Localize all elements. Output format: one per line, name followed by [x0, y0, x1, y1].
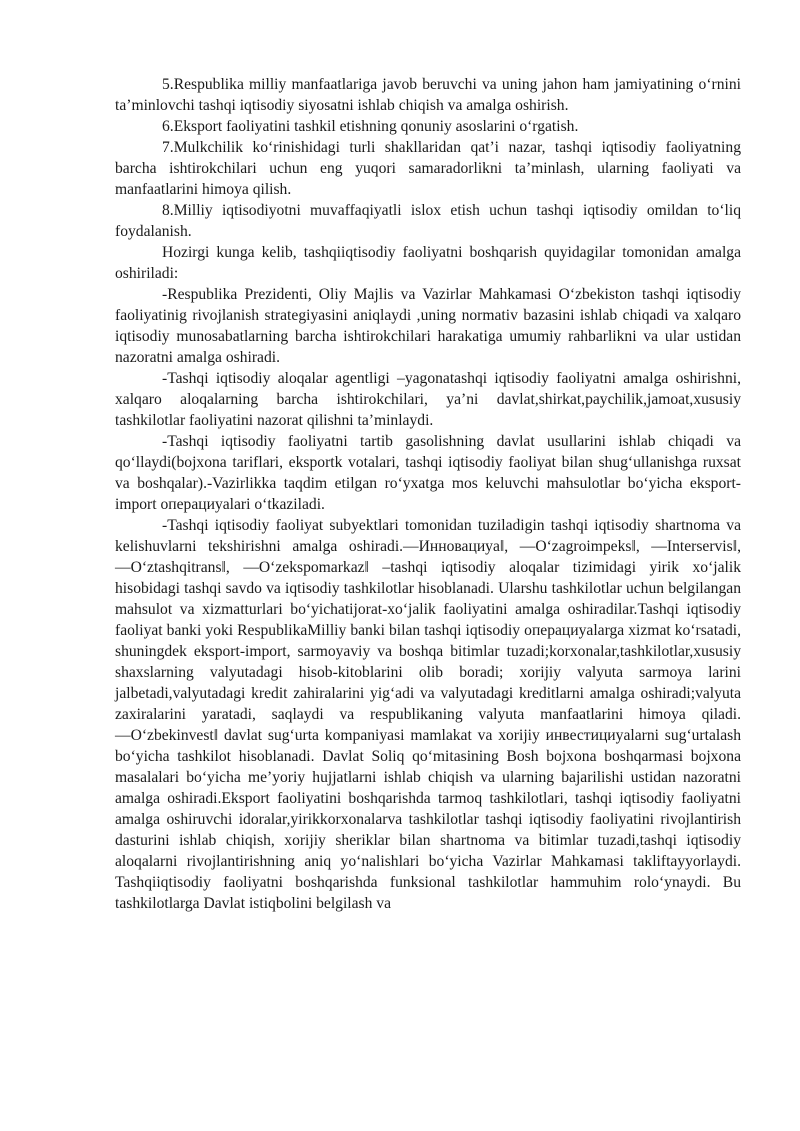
- paragraph-president: -Respublika Prezidenti, Oliy Majlis va Vazirlar Mahkamasi O‘zbekiston tashqi iqtisodiy faoliyatinig rivojlanish strategiyasini aniqlaydi ,uning normativ bazasini ishlab chiqadi va xalqaro iqtisodiy munosabatlarning barcha ishtirokchilari harakatiga umumiy rahbarlikni va ular ustidan nazoratni amalga oshiradi.: [115, 286, 741, 366]
- paragraph-regulation: -Tashqi iqtisodiy faoliyatni tartib gasolishning davlat usullarini ishlab chiqadi va qo‘llaydi(bojxona tariflari, eksportk votalari, tashqi iqtisodiy faoliyat bilan shug‘ullanishga ruxsat va boshqalar).-Vazirlikka taqdim etilgan ro‘yxatga mos keluvchi mahsulotlar bo‘yicha eksport-import операциуalari o‘tkaziladi.: [115, 433, 741, 513]
- paragraph-item-7: 7.Mulkchilik ko‘rinishidagi turli shakllaridan qat’i nazar, tashqi iqtisodiy faoliyatning barcha ishtirokchilari uchun eng yuqori samaradorlikni ta’minlash, ularning faoliyati va manfaatlarini himoya qilish.: [115, 139, 741, 198]
- document-page: [115, 74, 741, 914]
- paragraph-agency: -Tashqi iqtisodiy aloqalar agentligi –yagonatashqi iqtisodiy faoliyatni amalga oshirishni, xalqaro aloqalarning barcha ishtirokchilari, ya’ni davlat,shirkat,paychilik,jamoat,xususiy tashkilotlar faoliyatini nazorat qilishni ta’minlaydi.: [115, 370, 741, 429]
- paragraph-item-5: 5.Respublika milliy manfaatlariga javob beruvchi va uning jahon ham jamiyatining o‘rnini ta’minlovchi tashqi iqtisodiy siyosatni ishlab chiqish va amalga oshirish.: [115, 76, 741, 114]
- paragraph-item-6: 6.Eksport faoliyatini tashkil etishning qonuniy asoslarini o‘rgatish.: [162, 118, 579, 135]
- paragraph-intro: Hozirgi kunga kelib, tashqiiqtisodiy faoliyatni boshqarish quyidagilar tomonidan amalga oshiriladi:: [115, 244, 741, 282]
- paragraph-organizations: -Tashqi iqtisodiy faoliyat subyektlari tomonidan tuziladigin tashqi iqtisodiy shartnoma va kelishuvlarni tekshirishni amalga oshiradi.―Инновациуa‖, ―O‘zagroimpeks‖, ―Interservis‖, ―O‘ztashqitrans‖, ―O‘zekspomarkaz‖ –tashqi iqtisodiy aloqalar tizimidagi yirik xo‘jalik hisobidagi tashqi savdo va iqtisodiy tashkilotlar hisoblanadi. Ularshu tashkilotlar uchun belgilangan mahsulot va xizmatturlari bo‘yichatijorat-xo‘jalik faoliyatini amalga oshiradilar.Tashqi iqtisodiy faoliyat banki yoki RespublikaMilliy banki bilan tashqi iqtisodiy операциуalarga xizmat ko‘rsatadi, shuningdek eksport-import, sarmoyaviy va boshqa bitimlar tuzadi;korxonalar,tashkilotlar,xususiy shaxslarning valyutadagi hisob-kitoblarini olib boradi; xorijiy valyuta sarmoya larini jalbetadi,valyutadagi kredit zahiralarini yig‘adi va valyutadagi kreditlarni amalga oshiradi;valyuta zaxiralarini yaratadi, saqlaydi va respublikaning valyuta manfaatlarini himoya qiladi. ―O‘zbekinvest‖ davlat sug‘urta kompaniyasi mamlakat va xorijiy инвестициуalarni sug‘urtalash bo‘yicha tashkilot hisoblanadi. Davlat Soliq qo‘mitasining Bosh bojxona boshqarmasi bojxona masalalari bo‘yicha me’yoriy hujjatlarni ishlab chiqish va ularning bajarilishi ustidan nazoratni amalga oshiradi.Eksport faoliyatini boshqarishda tarmoq tashkilotlari, tashqi iqtisodiy faoliyatni amalga oshiruvchi idoralar,yirikkorxonalarva tashkilotlar tashqi iqtisodiy faoliyatini rivojlantirish dasturini ishlab chiqish, xorijiy sheriklar bilan shartnoma va bitimlar tuzadi,tashqi iqtisodiy aloqalarni rivojlantirishning aniq yo‘nalishlari bo‘yicha Vazirlar Mahkamasi takliftayyorlaydi. Tashqiiqtisodiy faoliyatni boshqarishda funksional tashkilotlar hammuhim rolo‘ynaydi. Bu tashkilotlarga Davlat istiqbolini belgilash va: [115, 517, 741, 912]
- paragraph-item-8: 8.Milliy iqtisodiyotni muvaffaqiyatli islox etish uchun tashqi iqtisodiy omildan to‘liq foydalanish.: [115, 202, 741, 240]
